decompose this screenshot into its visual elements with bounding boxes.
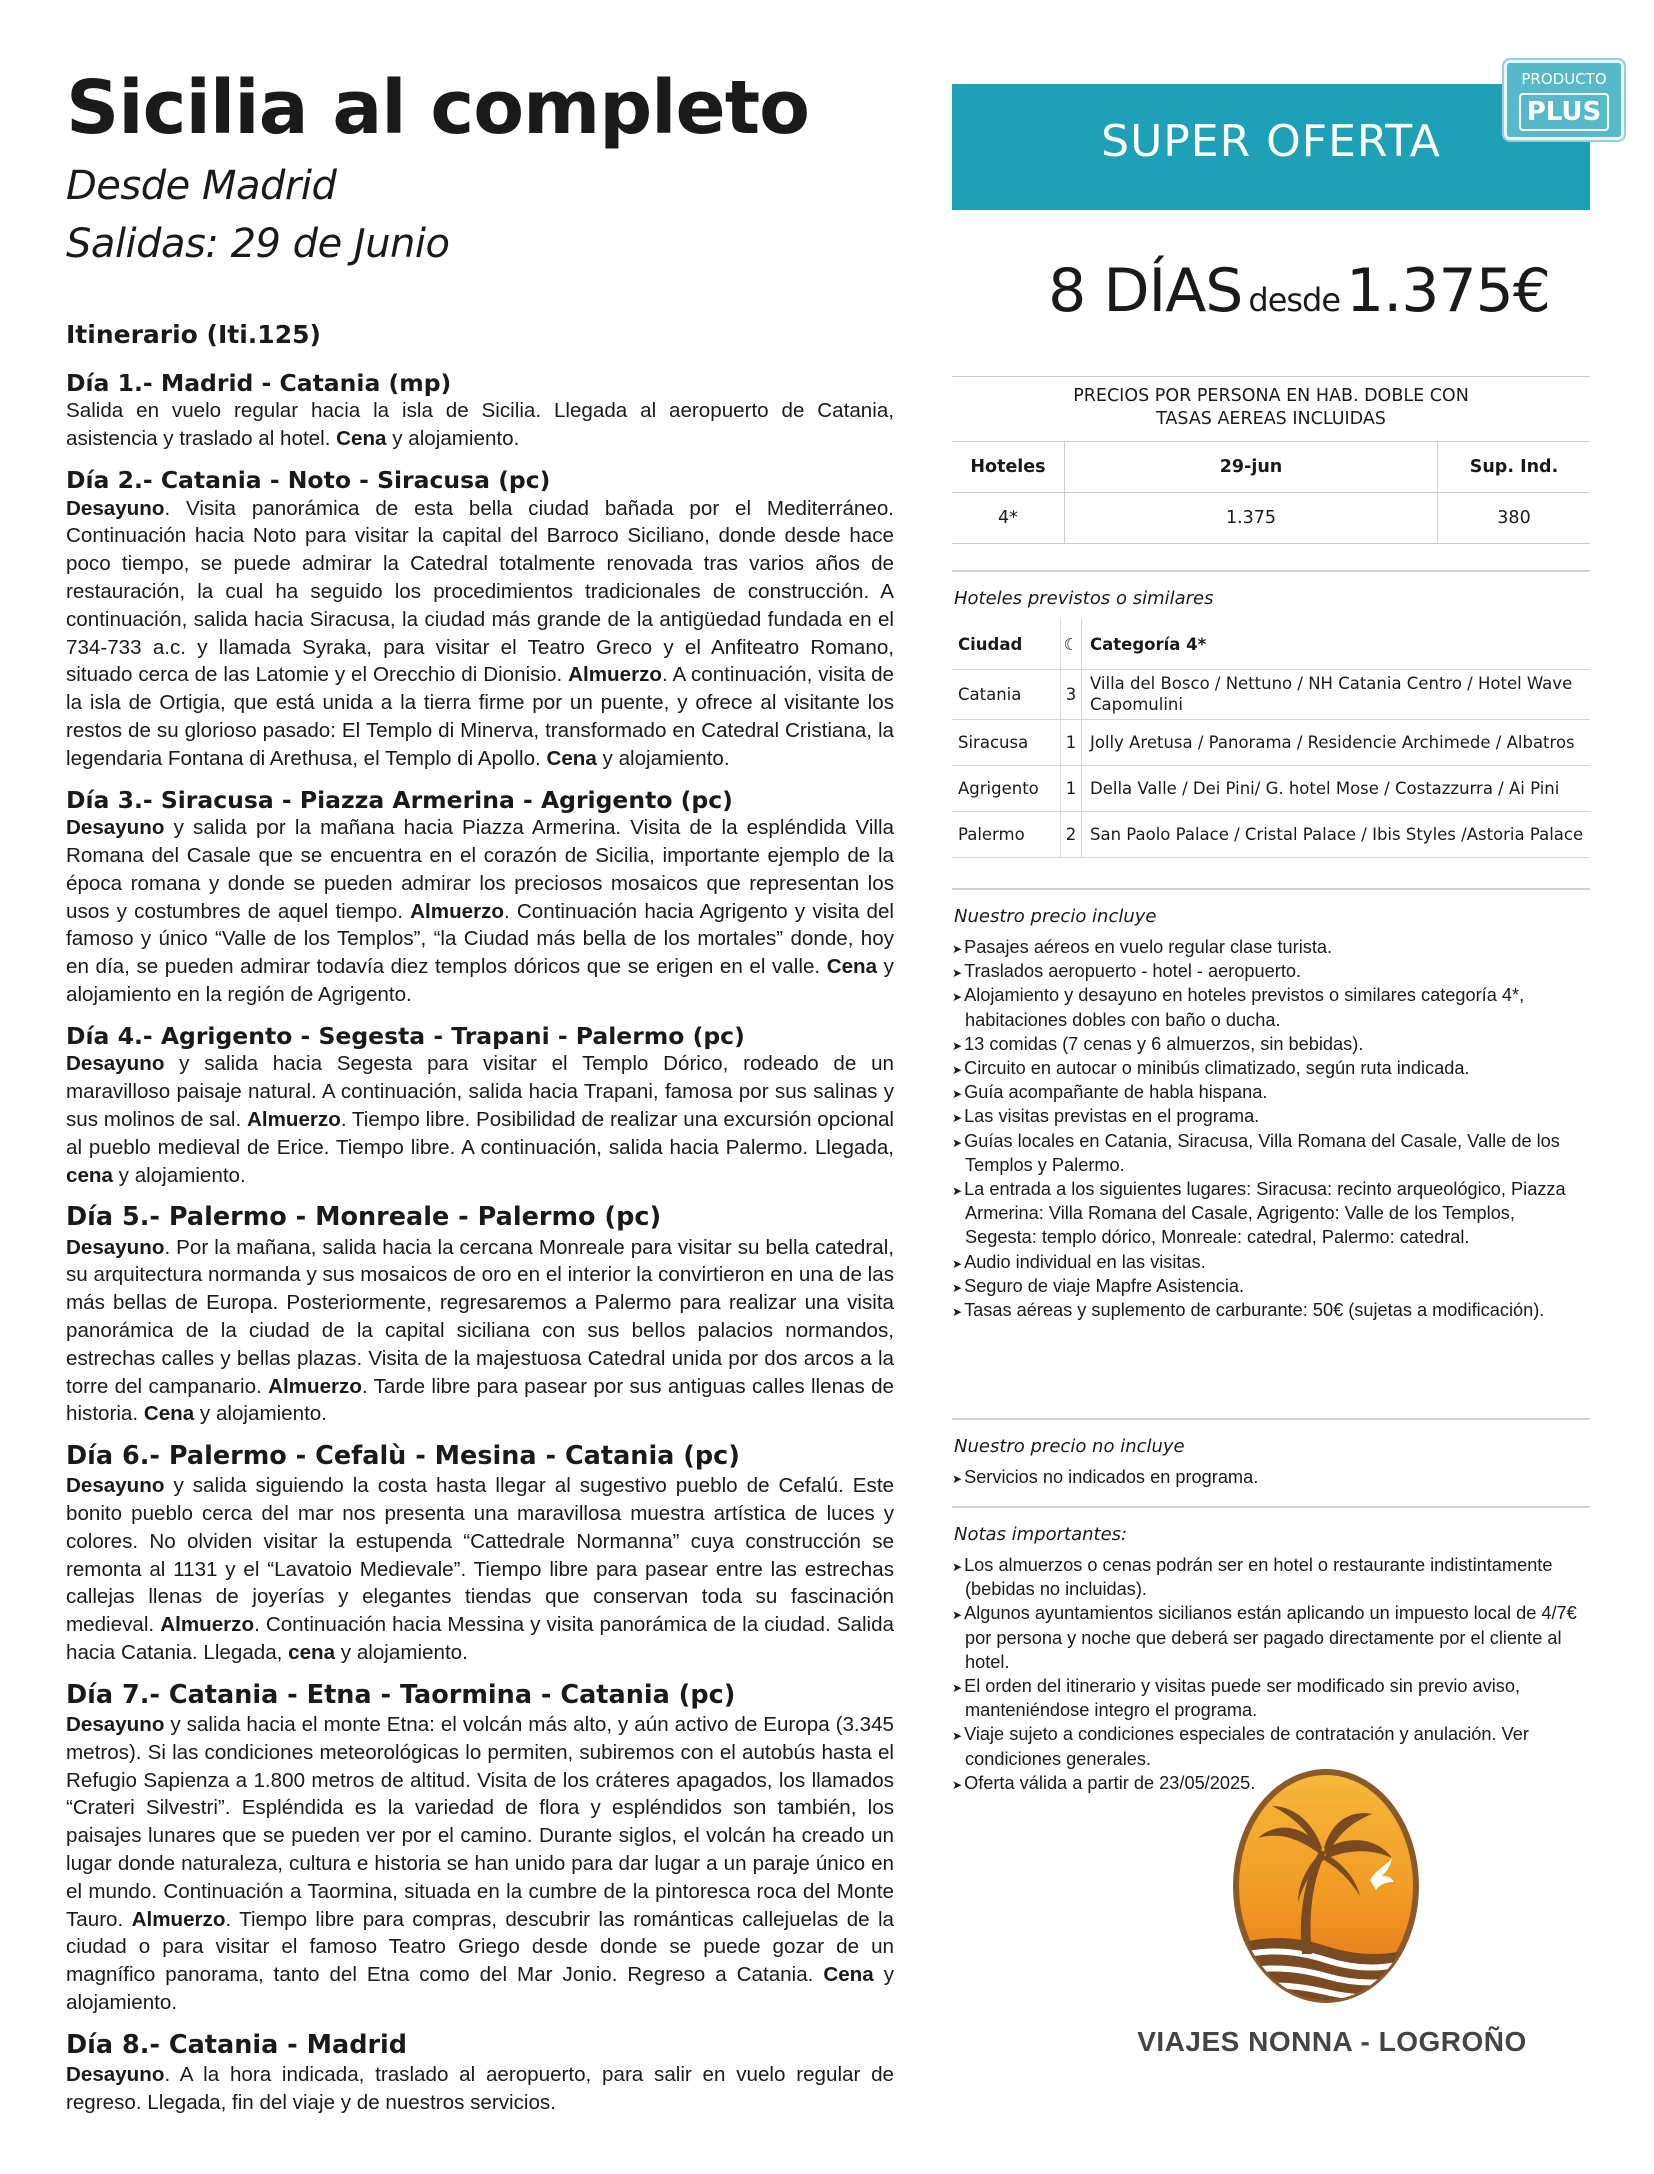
day-text: Salida en vuelo regular hacia la isla de Sicilia. Llegada al aeropuerto de Catania, asistencia y traslado al hotel. Cena y alojamiento.	[66, 399, 894, 451]
table-cell: Jolly Aretusa / Panorama / Residencie Archimede / Albatros	[1082, 719, 1591, 765]
duration-label: 8 DÍAS	[1048, 256, 1243, 326]
table-row	[952, 811, 1590, 857]
day-block	[66, 786, 894, 1009]
table-header-cell: Ciudad	[952, 619, 1061, 670]
include-item: ➤ Tasas aéreas y suplemento de carburante: 50€ (sujetas a modificación).	[952, 1298, 1590, 1322]
table-header-cell: 29-jun	[1065, 441, 1438, 492]
table-cell: Agrigento	[952, 765, 1061, 811]
includes-list	[952, 935, 1590, 1322]
producto-plus-badge	[1504, 60, 1624, 140]
price-heading-line: PRECIOS POR PERSONA EN HAB. DOBLE CON	[1073, 386, 1469, 406]
day-title: Día 7.- Catania - Etna - Taormina - Catania (pc)	[66, 1679, 736, 1710]
price-value: 1.375€	[1346, 256, 1550, 326]
hotels-table	[952, 619, 1590, 858]
moon-icon: ☾	[1061, 619, 1082, 670]
table-header-cell: Sup. Ind.	[1438, 441, 1591, 492]
departures-subtitle: Salidas: 29 de Junio	[66, 220, 450, 267]
day-text: Desayuno. Por la mañana, salida hacia la cercana Monreale para visitar su bella catedral, su arquitectura normanda y sus mosaicos de oro en el interior la convirtieron en una de las más bellas de Europa. Posteriormente, regresaremos a Palermo para realizar una visita panorámica de la ciudad de la capital siciliana con sus bellos palacios normandos, estrechas calles y bellas plazas. Visita de la majestuosa Catedral unida por dos arcos a la torre del campanario. Almuerzo. Tarde libre para pasear por sus antiguas calles llenas de historia. Cena y alojamiento.	[66, 1235, 894, 1426]
day-text: Desayuno y salida hacia Segesta para visitar el Templo Dórico, rodeado de un maravilloso paisaje natural. A continuación, salida hacia Trapani, famosa por sus salinas y sus molinos de sal. Almuerzo. Tiempo libre. Posibilidad de realizar una excursión opcional al pueblo medieval de Erice. Tiempo libre. A continuación, salida hacia Palermo. Llegada, cena y alojamiento.	[66, 1052, 894, 1187]
table-cell: 4*	[952, 492, 1065, 543]
table-cell: 380	[1438, 492, 1591, 543]
super-offer-banner	[952, 84, 1590, 210]
excludes-list	[952, 1465, 1590, 1489]
include-item: ➤ La entrada a los siguientes lugares: Siracusa: recinto arqueológico, Piazza Armerina: Villa Romana del Casale, Agrigento: Valle de los Templos, Segesta: templo dórico, Monreale: catedral, Palermo: catedral.	[952, 1177, 1590, 1250]
table-header-row	[952, 619, 1590, 670]
price-table	[952, 441, 1590, 544]
excludes-section	[952, 1418, 1590, 1489]
table-cell: Siracusa	[952, 719, 1061, 765]
from-label: desde	[1248, 281, 1341, 319]
include-item: ➤ 13 comidas (7 cenas y 6 almuerzos, sin bebidas).	[952, 1032, 1590, 1056]
includes-title: Nuestro precio incluye	[954, 906, 1157, 927]
hotels-title: Hoteles previstos o similares	[954, 588, 1214, 609]
price-headline	[1048, 256, 1550, 326]
includes-section	[952, 888, 1590, 1322]
day-title: Día 6.- Palermo - Cefalù - Mesina - Catania (pc)	[66, 1441, 740, 1472]
price-heading-line: TASAS AEREAS INCLUIDAS	[1156, 408, 1386, 429]
table-row	[952, 670, 1590, 720]
note-item: ➤ Oferta válida a partir de 23/05/2025.	[952, 1771, 1590, 1795]
table-cell: 1.375	[1065, 492, 1438, 543]
day-text: Desayuno y salida por la mañana hacia Piazza Armerina. Visita de la espléndida Villa Romana del Casale que se encuentra en el corazón de Sicilia, importante ejemplo de la época romana y donde se pueden admirar los preciosos mosaicos que representan los usos y costumbres de aquel tiempo. Almuerzo. Continuación hacia Agrigento y visita del famoso y único “Valle de los Templos”, “la Ciudad más bella de los mortales” donde, hoy en día, se pueden admirar todavía diez templos dóricos que se erigen en el valle. Cena y alojamiento en la región de Agrigento.	[66, 816, 894, 1006]
table-cell: 1	[1061, 765, 1082, 811]
day-block	[66, 2030, 894, 2117]
day-block	[66, 369, 894, 453]
note-item: ➤ El orden del itinerario y visitas puede ser modificado sin previo aviso, manteniéndose integro el programa.	[952, 1674, 1590, 1722]
price-table-section	[952, 376, 1590, 544]
itinerary-column	[66, 65, 895, 2129]
table-cell: Villa del Bosco / Nettuno / NH Catania Centro / Hotel Wave Capomulini	[1082, 670, 1591, 720]
day-block	[66, 1022, 894, 1190]
itinerary-label: Itinerario (Iti.125)	[66, 319, 321, 349]
table-cell: San Paolo Palace / Cristal Palace / Ibis Styles /Astoria Palace	[1082, 811, 1591, 857]
include-item: ➤ Guía acompañante de habla hispana.	[952, 1080, 1590, 1104]
day-text: Desayuno. Visita panorámica de esta bella ciudad bañada por el Mediterráneo. Continuación hacia Noto para visitar la capital del Barroco Siciliano, donde desde hace poco tiempo, se puede admirar la Catedral totalmente renovada tras varios años de restauración, la cual ha seguido los procedimientos tradicionales de construcción. A continuación, salida hacia Siracusa, la ciudad más grande de la antigüedad fundada en el 734-733 a.c. y llamada Syraka, para visitar el Teatro Greco y el Anfiteatro Romano, situado cerca de las Latomie y el Orecchio di Dionisio. Almuerzo. A continuación, visita de la isla de Ortigia, que está unida a la tierra firme por un puente, y ofrece al visitante los restos de su glorioso pasado: El Templo di Minerva, transformado en Catedral Cristiana, la legendaria Fontana di Arethusa, el Templo di Apollo. Cena y alojamiento.	[66, 496, 894, 770]
exclude-item: ➤ Servicios no indicados en programa.	[952, 1465, 1590, 1489]
palm-tree-sunset-logo	[1232, 1768, 1420, 2004]
day-text: Desayuno y salida hacia el monte Etna: el volcán más alto, y aún activo de Europa (3.345 metros). Si las condiciones meteorológicas lo permiten, subiremos con el autobús hasta el Refugio Sapienza a 1.800 metros de altitud. Visita de los cráteres apagados, los llamados “Crateri Silvestri”. Espléndida es la variedad de flora y espléndidos son también, los paisajes lunares que se pueden ver por el camino. Durante siglos, el volcán ha creado un lugar donde naturaleza, cultura e historia se han unido para dar lugar a un paraje único en el mundo. Continuación a Taormina, situada en la cumbre de la pintoresca roca del Monte Tauro. Almuerzo. Tiempo libre para compras, descubrir las románticas callejuelas de la ciudad o para visitar el famoso Teatro Griego desde donde se puede gozar de un magnífico panorama, tanto del Etna como del Mar Jonio. Regreso a Catania. Cena y alojamiento.	[66, 1712, 894, 2014]
page-title: Sicilia al completo	[66, 65, 809, 151]
include-item: ➤ Pasajes aéreos en vuelo regular clase turista.	[952, 935, 1590, 959]
day-title: Día 4.- Agrigento - Segesta - Trapani - Palermo (pc)	[66, 1021, 745, 1050]
hotels-section	[952, 570, 1590, 858]
table-row	[952, 492, 1590, 543]
include-item: ➤ Audio individual en las visitas.	[952, 1250, 1590, 1274]
include-item: ➤ Seguro de viaje Mapfre Asistencia.	[952, 1274, 1590, 1298]
day-title: Día 3.- Siracusa - Piazza Armerina - Agrigento (pc)	[66, 785, 733, 814]
day-text: Desayuno. A la hora indicada, traslado al aeropuerto, para salir en vuelo regular de regreso. Llegada, fin del viaje y de nuestros servicios.	[66, 2062, 894, 2114]
excludes-title: Nuestro precio no incluye	[954, 1436, 1185, 1457]
include-item: ➤ Circuito en autocar o minibús climatizado, según ruta indicada.	[952, 1056, 1590, 1080]
agency-name: VIAJES NONNA - LOGROÑO	[1137, 2026, 1527, 2057]
notes-title: Notas importantes:	[954, 1524, 1128, 1545]
day-title: Día 1.- Madrid - Catania (mp)	[66, 368, 452, 397]
include-item: ➤ Guías locales en Catania, Siracusa, Villa Romana del Casale, Valle de los Templos y Palermo.	[952, 1129, 1590, 1177]
badge-bottom-text: PLUS	[1519, 93, 1609, 131]
table-header-row	[952, 441, 1590, 492]
table-cell: 3	[1061, 670, 1082, 720]
table-cell: 1	[1061, 719, 1082, 765]
price-table-heading	[952, 376, 1590, 441]
day-block	[66, 1202, 894, 1428]
day-block	[66, 466, 894, 773]
table-row	[952, 719, 1590, 765]
badge-top-text: PRODUCTO	[1521, 70, 1607, 88]
note-item: ➤ Algunos ayuntamientos sicilianos están aplicando un impuesto local de 4/7€ por persona y noche que deberá ser pagado directamente por el cliente al hotel.	[952, 1601, 1590, 1674]
day-text: Desayuno y salida siguiendo la costa hasta llegar al sugestivo pueblo de Cefalú. Este bonito pueblo cerca del mar nos presenta una maravillosa muestra artística de luces y colores. No olviden visitar la estupenda “Cattedrale Normanna” cuya construcción se remonta al 1131 y el “Lavatoio Medievale”. Tiempo libre para pasear entre las estrechas callejas llenas de joyerías y elegantes tiendas que conservan toda su fascinación medieval. Almuerzo. Continuación hacia Messina y visita panorámica de la ciudad. Salida hacia Catania. Llegada, cena y alojamiento.	[66, 1474, 895, 1665]
day-block	[66, 1680, 894, 2017]
table-cell: Palermo	[952, 811, 1061, 857]
notes-list	[952, 1553, 1590, 1795]
notes-section	[952, 1506, 1590, 1795]
include-item: ➤ Traslados aeropuerto - hotel - aeropuerto.	[952, 959, 1590, 983]
note-item: ➤ Los almuerzos o cenas podrán ser en hotel o restaurante indistintamente (bebidas no incluidas).	[952, 1553, 1590, 1601]
table-cell: Della Valle / Dei Pini/ G. hotel Mose / Costazzurra / Ai Pini	[1082, 765, 1591, 811]
day-block	[66, 1441, 894, 1667]
day-title: Día 2.- Catania - Noto - Siracusa (pc)	[66, 465, 551, 494]
day-title: Día 8.- Catania - Madrid	[66, 2029, 408, 2060]
origin-subtitle: Desde Madrid	[66, 162, 337, 209]
note-item: ➤ Viaje sujeto a condiciones especiales de contratación y anulación. Ver condiciones generales.	[952, 1722, 1590, 1770]
table-header-cell: Categoría 4*	[1082, 619, 1591, 670]
table-row	[952, 765, 1590, 811]
table-cell: Catania	[952, 670, 1061, 720]
include-item: ➤ Alojamiento y desayuno en hoteles previstos o similares categoría 4*, habitaciones dobles con baño o ducha.	[952, 983, 1590, 1031]
table-cell: 2	[1061, 811, 1082, 857]
day-title: Día 5.- Palermo - Monreale - Palermo (pc)	[66, 1202, 662, 1233]
super-offer-label: SUPER OFERTA	[1101, 116, 1441, 167]
include-item: ➤ Las visitas previstas en el programa.	[952, 1104, 1590, 1128]
table-header-cell: Hoteles	[952, 441, 1065, 492]
